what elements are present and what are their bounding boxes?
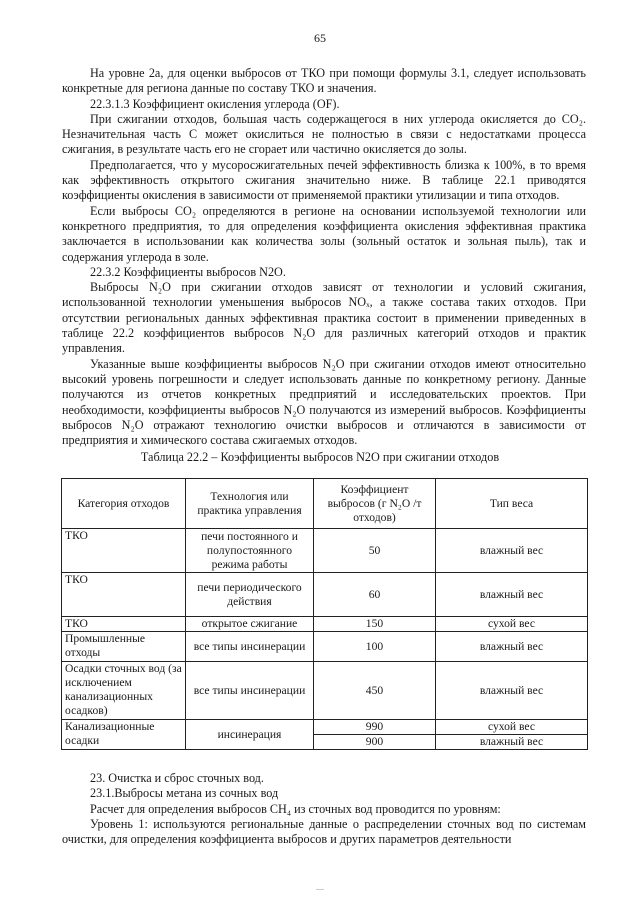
header-factor: Коэффициент выбросов (г N₂O /т отходов)	[314, 479, 436, 529]
table-row	[62, 720, 588, 735]
cell-technology: все типы инсинерации	[186, 632, 314, 662]
cell-category: ТКО	[62, 573, 186, 617]
scan-mark	[316, 889, 324, 890]
table-row	[62, 529, 588, 573]
cell-technology: печи постоянного и полупостоянного режима работы	[186, 529, 314, 573]
cell-category: Осадки сточных вод (за исключением канализационных осадков)	[62, 662, 186, 720]
paragraph: Выбросы N₂O при сжигании отходов зависят от технологии и условий сжигания, использованной технологии уменьшения выбросов NOₓ, а также состава таких отходов. При отсутствии региональных данных эффективная практика состоит в применении приведенных в таблице 22.2 коэффициентов выбросов N₂O для различных категорий отходов и практик управления.	[62, 280, 586, 356]
page-number: 65	[314, 31, 326, 45]
cell-category: ТКО	[62, 529, 186, 573]
cell-technology: все типы инсинерации	[186, 662, 314, 720]
cell-factor: 150	[314, 617, 436, 632]
table-caption: Таблица 22.2 – Коэффициенты выбросов N2O при сжигании отходов	[140, 450, 500, 464]
table-row	[62, 573, 588, 617]
cell-technology: печи периодического действия	[186, 573, 314, 617]
table-row	[62, 617, 588, 632]
paragraph: Расчет для определения выбросов CH₄ из сточных вод проводится по уровням:	[90, 801, 501, 816]
cell-weight: сухой вес	[436, 617, 588, 632]
cell-category: Промышленные отходы	[62, 632, 186, 662]
cell-factor: 990	[314, 720, 436, 735]
section-heading: 22.3.2 Коэффициенты выбросов N2O.	[90, 264, 286, 279]
emission-factors-table	[61, 478, 588, 750]
section-heading: 23. Очистка и сброс сточных вод.	[90, 771, 264, 785]
section-heading: 23.1.Выбросы метана из сочных вод	[90, 786, 279, 801]
cell-technology: открытое сжигание	[186, 617, 314, 632]
cell-weight: влажный вес	[436, 632, 588, 662]
header-weight: Тип веса	[436, 479, 588, 529]
cell-technology: инсинерация	[186, 720, 314, 750]
header-technology: Технология или практика управления	[186, 479, 314, 529]
paragraph: Если выбросы CO₂ определяются в регионе на основании используемой технологии или конкретного предприятия, то для определения коэффициента окисления эффективная практика заключается в использовании как количества золы (зольный остаток и зольная пыль), так и содержания углерода в золе.	[62, 203, 586, 264]
table-header-row	[62, 479, 588, 529]
cell-weight: влажный вес	[436, 573, 588, 617]
cell-weight: сухой вес	[436, 720, 588, 735]
paragraph: Предполагается, что у мусоросжигательных печей эффективность близка к 100%, в то время как эффективность открытого сжигания значительно ниже. В таблице 22.1 приводятся коэффициенты окисления в зависимости от применяемой практики утилизации и типа отходов.	[62, 157, 586, 203]
paragraph: Указанные выше коэффициенты выбросов N₂O при сжигании отходов имеют относительно высокий уровень погрешности и следует использовать данные по конкретному региону. Данные получаются из отчетов конкретных предприятий и исследовательских проектов. При необходимости, коэффициенты выбросов N₂O получаются из измерений выбросов. Коэффициенты выбросов N₂O отражают технологию очистки выбросов и отличаются в зависимости от предприятия и химического состава сжигаемых отходов.	[62, 356, 586, 448]
paragraph: Уровень 1: используются региональные данные о распределении сточных вод по системам очистки, для определения коэффициента выбросов и других параметров деятельности	[62, 816, 586, 847]
paragraph: При сжигании отходов, большая часть содержащегося в них углерода окисляется до CO₂. Незначительная часть C может окислиться не полностью в связи с недостатками процесса сжигания, в результате часть его не сгорает или частично окисляется до золы.	[62, 111, 586, 157]
cell-category: ТКО	[62, 617, 186, 632]
cell-weight: влажный вес	[436, 735, 588, 750]
cell-weight: влажный вес	[436, 662, 588, 720]
cell-factor: 900	[314, 735, 436, 750]
section-heading: 22.3.1.3 Коэффициент окисления углерода (OF).	[90, 96, 340, 111]
table-row	[62, 632, 588, 662]
body-text-bottom	[62, 771, 586, 847]
cell-category: Канализационные осадки	[62, 720, 186, 750]
cell-weight: влажный вес	[436, 529, 588, 573]
body-text-top	[62, 66, 586, 448]
cell-factor: 450	[314, 662, 436, 720]
header-category: Категория отходов	[62, 479, 186, 529]
cell-factor: 50	[314, 529, 436, 573]
cell-factor: 60	[314, 573, 436, 617]
table-row	[62, 662, 588, 720]
cell-factor: 100	[314, 632, 436, 662]
paragraph: На уровне 2а, для оценки выбросов от ТКО при помощи формулы 3.1, следует использовать конкретные для региона данные по составу ТКО и значения.	[62, 66, 586, 96]
